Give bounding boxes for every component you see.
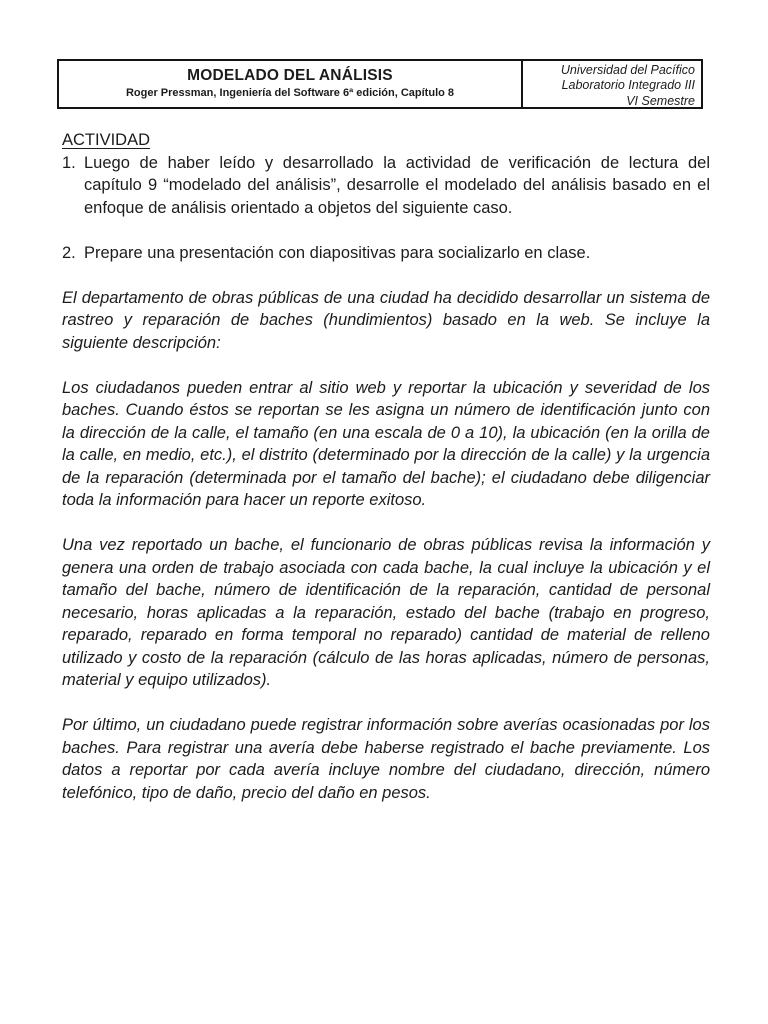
activity-item-2-text: Prepare una presentación con diapositivas para socializarlo en clase.: [84, 243, 591, 262]
header-title-cell: [59, 61, 521, 107]
document-title: MODELADO DEL ANÁLISIS: [187, 67, 393, 84]
activity-item-2: [62, 242, 710, 265]
activity-item-1-number: 1.: [62, 153, 76, 172]
activity-item-1: [62, 152, 710, 220]
institution-line-2: Laboratorio Integrado III: [561, 78, 695, 93]
document-body: [62, 129, 710, 804]
header-institution-cell: [521, 61, 701, 107]
document-header-box: [57, 59, 703, 109]
document-subtitle: Roger Pressman, Ingeniería del Software 6ª edición, Capítulo 8: [125, 87, 455, 99]
activity-item-1-text: Luego de haber leído y desarrollado la actividad de verificación de lectura del capítulo 9 “modelado del análisis”, desarrolle el modelado del análisis basado en el enfoque de análisis orientado a objetos del siguiente caso.: [84, 153, 710, 217]
case-paragraph-damage-info: Por último, un ciudadano puede registrar información sobre averías ocasionadas por los baches. Para registrar una avería debe haberse registrado el bache previamente. Los datos a reportar por cada avería incluye nombre del ciudadano, dirección, número telefónico, tipo de daño, precio del daño en pesos.: [62, 716, 710, 802]
activity-heading-line: [62, 129, 710, 152]
case-paragraph-intro: El departamento de obras públicas de una ciudad ha decidido desarrollar un sistema de rastreo y reparación de baches (hundimientos) basado en la web. Se incluye la siguiente descripción:: [62, 288, 710, 352]
activity-heading: ACTIVIDAD: [62, 131, 151, 149]
case-paragraph-citizen-report: Los ciudadanos pueden entrar al sitio web y reportar la ubicación y severidad de los baches. Cuando éstos se reportan se les asigna un número de identificación junto con la dirección de la calle, el tamaño (en una escala de 0 a 10), la ubicación (en la orilla de la calle, en medio, etc.), el distrito (determinado por la dirección de la calle) y la urgencia de la reparación (determinada por el tamaño del bache); el ciudadano debe diligenciar toda la información para hacer un reporte exitoso.: [62, 378, 710, 509]
case-paragraph-work-order: Una vez reportado un bache, el funcionario de obras públicas revisa la información y genera una orden de trabajo asociada con cada bache, la cual incluye la ubicación y el tamaño del bache, número de identificación de la reparación, cantidad de personal necesario, horas aplicadas a la reparación, estado del bache (trabajo en progreso, reparado, reparado en forma temporal no reparado) cantidad de material de relleno utilizado y costo de la reparación (cálculo de las horas aplicadas, número de personas, material y equipo utilizados).: [62, 536, 710, 689]
institution-line-1: Universidad del Pacífico: [560, 63, 695, 77]
activity-item-2-number: 2.: [62, 243, 76, 262]
institution-line-3: VI Semestre: [626, 93, 695, 108]
